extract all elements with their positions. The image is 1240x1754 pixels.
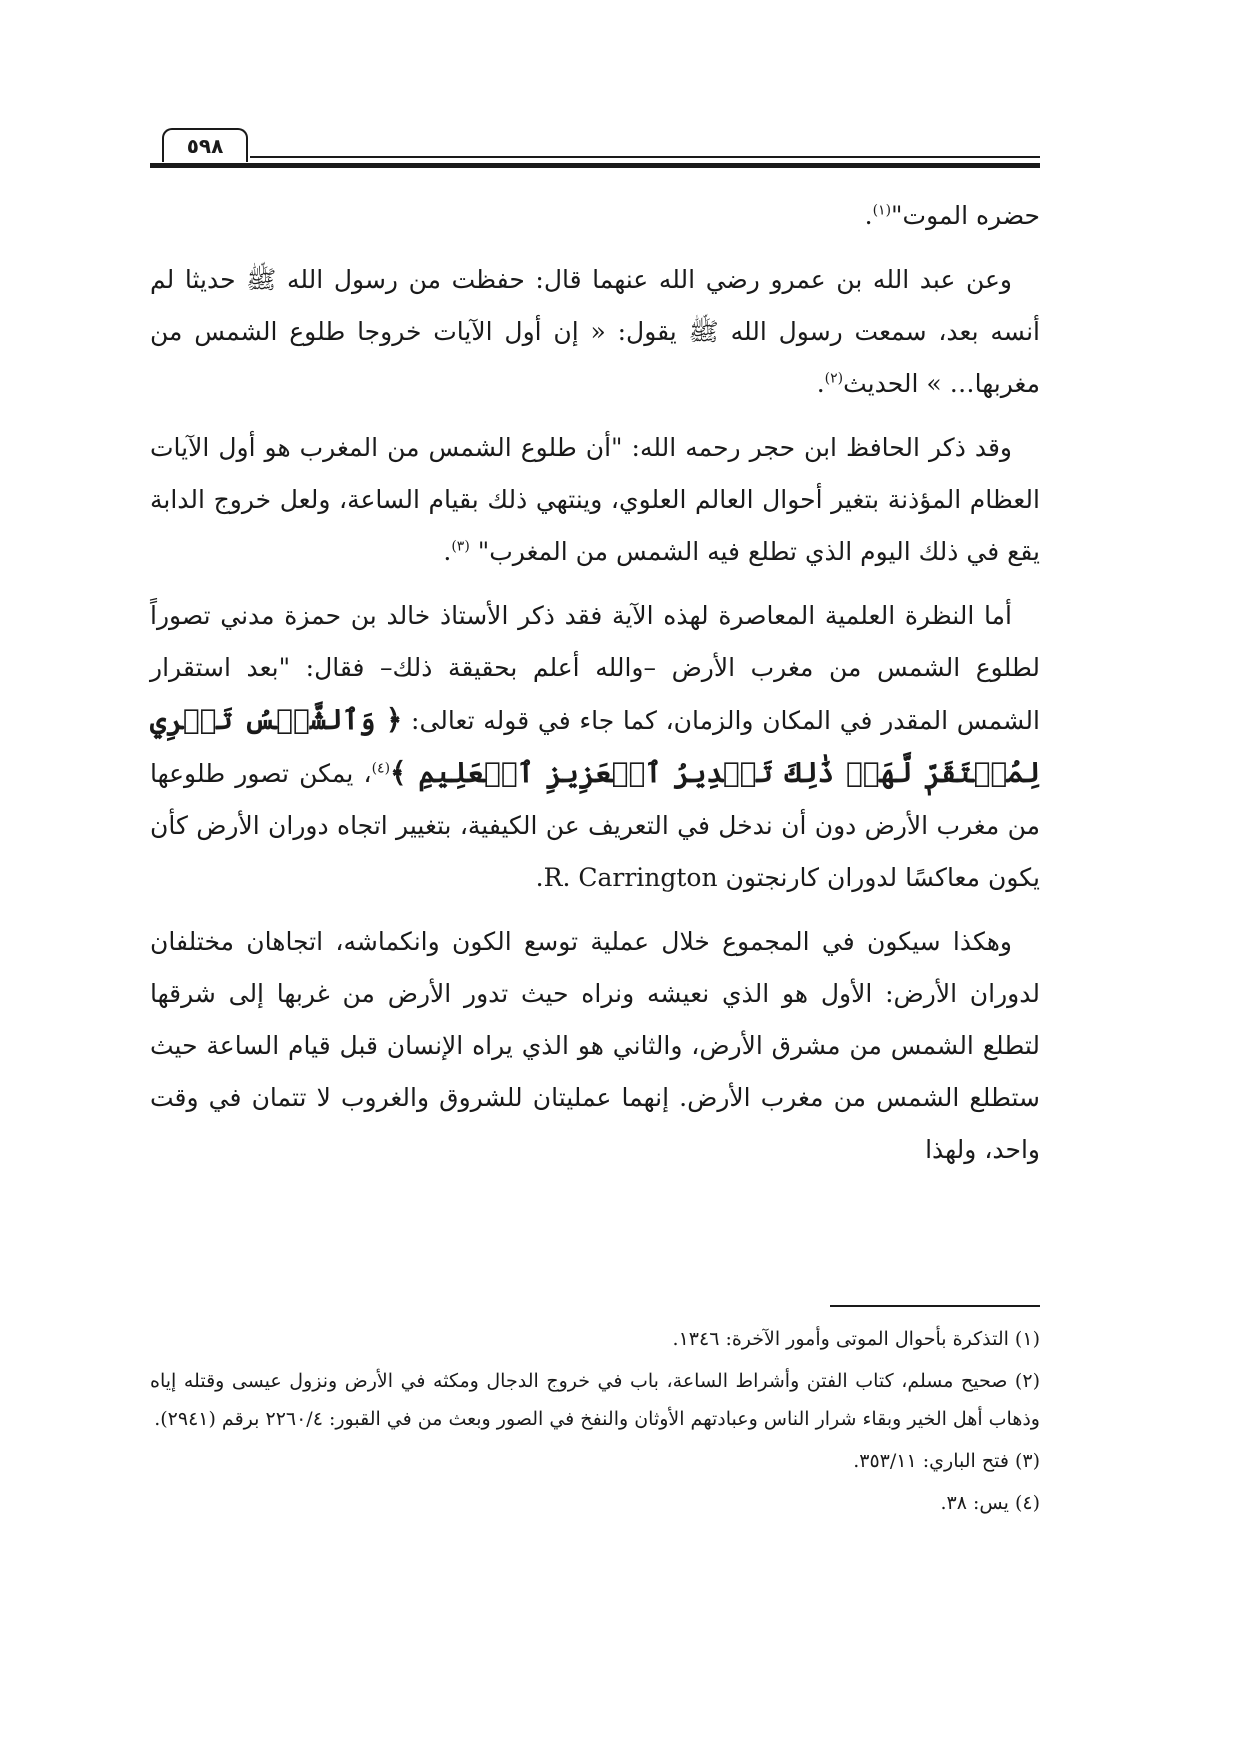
footnote-ref-1: (١) (872, 202, 892, 219)
header-thin-rule (250, 156, 1040, 158)
paragraph-2-end: . (816, 369, 825, 398)
paragraph-1-text: حضره الموت" (891, 201, 1040, 230)
page-header (150, 128, 1040, 168)
paragraph-5: وهكذا سيكون في المجموع خلال عملية توسع الكون وانكماشه، اتجاهان مختلفان لدوران الأرض: الأول هو الذي نعيشه ونراه حيث تدور الأرض من غربها إلى شرقها لتطلع الشمس من مشرق الأرض، والثاني هو الذي يراه الإنسان قبل قيام الساعة حيث ستطلع الشمس من مغرب الأرض. إنهما عمليتان للشروق والغروب لا تتمان في وقت واحد، ولهذا (150, 927, 1040, 1164)
footnote-ref-4: (٤) (371, 760, 391, 777)
footnote-3: (٣) فتح الباري: ٣٥٣/١١. (853, 1450, 1040, 1472)
paragraph-2 (150, 254, 1040, 410)
paragraph-4-text-a: أما النظرة العلمية المعاصرة لهذه الآية فقد ذكر الأستاذ خالد بن حمزة مدني تصوراً لطلوع الشمس من مغرب الأرض –والله أعلم بحقيقة ذلك– فقال: "بعد استقرار الشمس المقدر في المكان والزمان، كما جاء في قوله تعالى: (150, 601, 1040, 735)
paragraph-3-end: . (443, 537, 452, 566)
latin-name: R. Carrington (543, 863, 718, 892)
paragraph-2-text: وعن عبد الله بن عمرو رضي الله عنهما قال: حفظت من رسول الله ﷺ حديثا لم أنسه بعد، سمعت رسول الله ﷺ يقول: « إن أول الآيات خروجا طلوع الشمس من مغربها… » الحديث (150, 265, 1040, 398)
page-number: ٥٩٨ (162, 128, 248, 162)
footnote-ref-3: (٣) (451, 538, 470, 555)
paragraph-4 (150, 590, 1040, 904)
footnote-2: (٢) صحيح مسلم، كتاب الفتن وأشراط الساعة، باب في خروج الدجال ومكثه في الأرض ونزول عيسى وقتله إياه وذهاب أهل الخير وبقاء شرار الناس وعبادتهم الأوثان والنفخ في الصور وبعث من في القبور: ٢٢٦٠/٤ برقم (٢٩٤١). (150, 1370, 1040, 1430)
paragraph-3 (150, 422, 1040, 578)
paragraph-1-end: . (864, 201, 873, 230)
paragraph-4-end: . (535, 863, 544, 892)
quran-verse: ﴿ وَٱلشَّمۡسُ تَجۡرِي لِمُسۡتَقَرّٖ لَّهَاۚ ذَٰلِكَ تَقۡدِيرُ ٱلۡعَزِيزِ ٱلۡعَلِيمِ ﴾ (150, 703, 1040, 789)
header-thick-rule (150, 163, 1040, 168)
main-text (150, 190, 1040, 1188)
paragraph-3-text: وقد ذكر الحافظ ابن حجر رحمه الله: "أن طلوع الشمس من المغرب هو أول الآيات العظام المؤذنة بتغير أحوال العالم العلوي، وينتهي ذلك بقيام الساعة، ولعل خروج الدابة يقع في ذلك اليوم الذي تطلع فيه الشمس من المغرب" (150, 433, 1040, 566)
footnotes (150, 1320, 1040, 1526)
footnote-separator (830, 1305, 1040, 1307)
paragraph-4-text-b: ، يمكن تصور طلوعها من مغرب الأرض دون أن ندخل في التعريف عن الكيفية، بتغيير اتجاه دوران الأرض كأن يكون معاكسًا لدوران كارنجتون (150, 759, 1040, 892)
footnote-1: (١) التذكرة بأحوال الموتى وأمور الآخرة: ١٣٤٦. (672, 1328, 1040, 1350)
footnote-ref-2: (٢) (824, 370, 844, 387)
paragraph-1 (150, 190, 1040, 242)
footnote-4: (٤) يس: ٣٨. (940, 1492, 1040, 1514)
